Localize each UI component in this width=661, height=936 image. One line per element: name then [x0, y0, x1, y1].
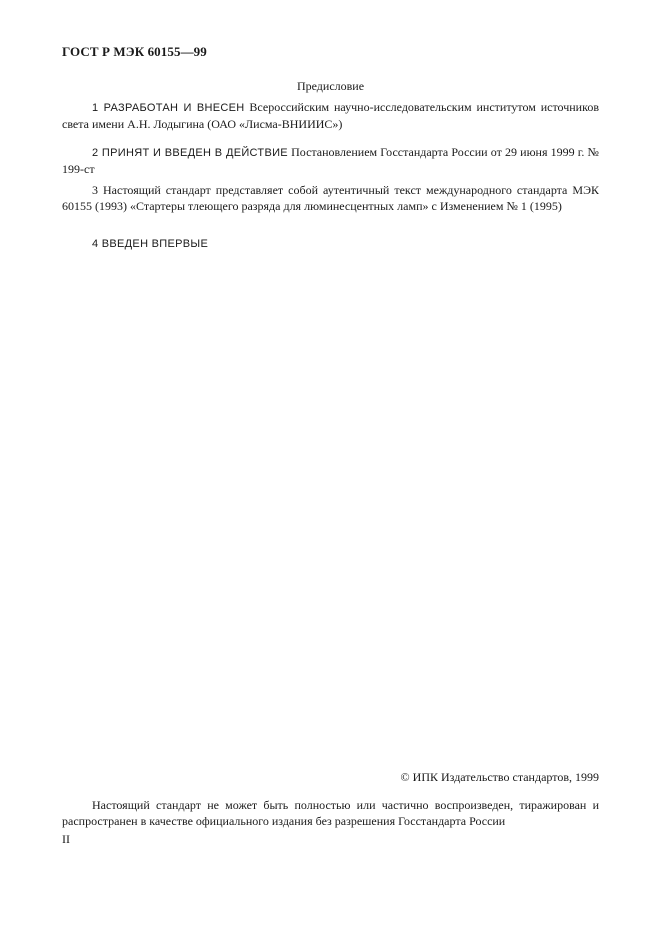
document-code-header: ГОСТ Р МЭК 60155—99: [62, 44, 207, 59]
page-number: II: [62, 832, 70, 846]
reproduction-notice: Настоящий стандарт не может быть полностью или частично воспроизведен, тиражирован и распространен в качестве официального издания без разрешения Госстандарта России: [62, 798, 599, 828]
copyright-line: © ИПК Издательство стандартов, 1999: [400, 770, 599, 784]
preface-item-1: [62, 99, 599, 132]
preface-item-2-lead: 2 ПРИНЯТ И ВВЕДЕН В ДЕЙСТВИЕ: [92, 147, 288, 159]
preface-item-4-lead: 4 ВВЕДЕН ВПЕРВЫЕ: [92, 238, 209, 250]
preface-item-1-lead: 1 РАЗРАБОТАН И ВНЕСЕН: [92, 102, 245, 114]
preface-item-4: [62, 235, 599, 252]
preface-item-2: [62, 144, 599, 177]
preface-item-1-text: Всероссийским научно-исследовательским институтом источников света имени А.Н. Лодыгина (ОАО «Лисма-ВНИИИС»): [62, 100, 599, 131]
preface-item-2-text: Постановлением Госстандарта России от 29 июня 1999 г. № 199-ст: [62, 145, 599, 176]
preface-item-3: [62, 182, 599, 214]
preface-title: Предисловие: [296, 79, 365, 93]
preface-item-3-text: 3 Настоящий стандарт представляет собой аутентичный текст международного стандарта МЭК 60155 (1993) «Стартеры тлеющего разряда для люминесцентных ламп» с Изменением № 1 (1995): [62, 183, 599, 213]
